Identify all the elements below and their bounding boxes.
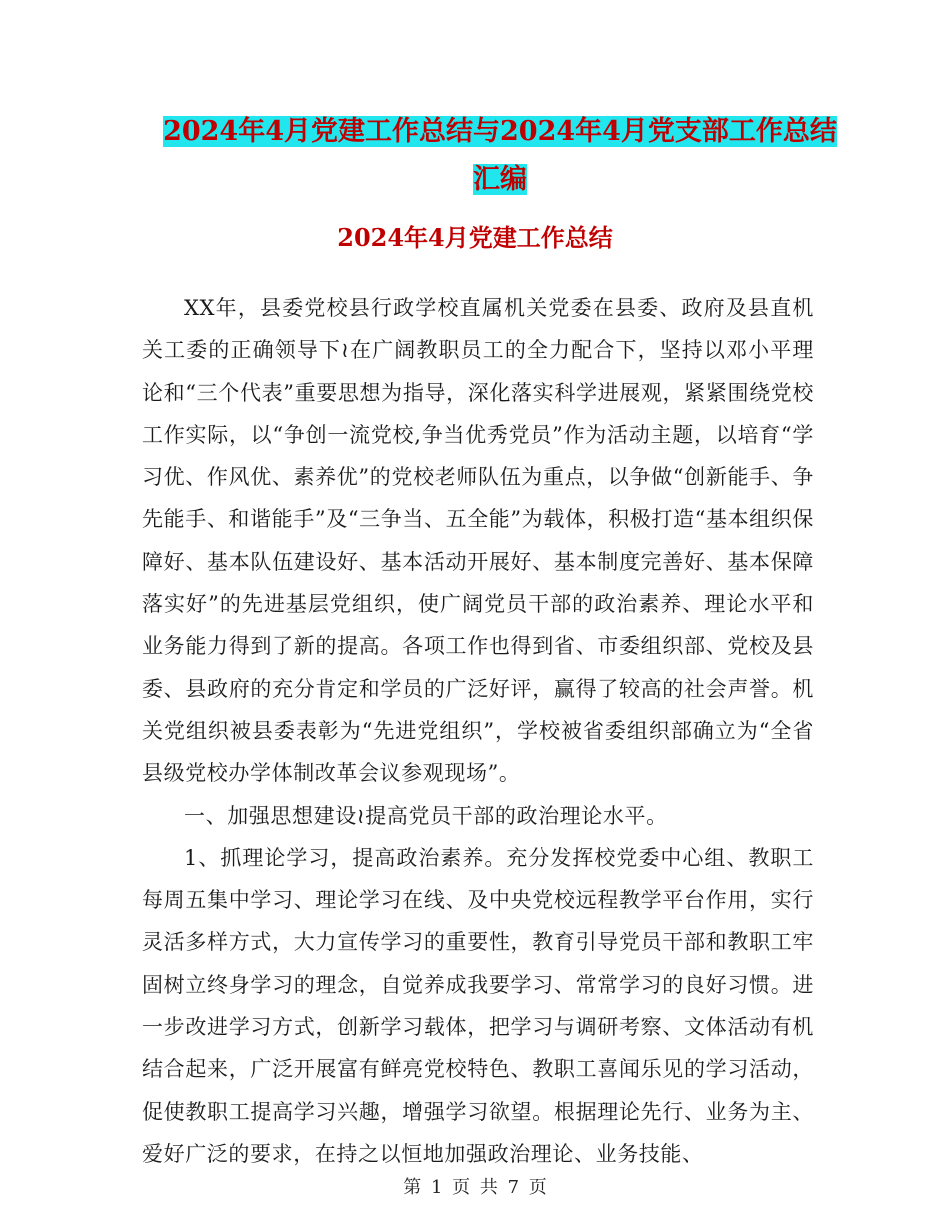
paragraph-intro: XX年，县委党校县行政学校直属机关党委在县委、政府及县直机关工委的正确领导下≀在广阔教职员工的全力配合下，坚持以邓小平理论和“三个代表”重要思想为指导，深化落实科学进展观，紧紧围绕党校工作实际，以“争创一流党校,争当优秀党员”作为活动主题，以培育“学习优、作风优、素养优”的党校老师队伍为重点，以争做“创新能手、争先能手、和谐能手”及“三争当、五全能”为载体，积极打造“基本组织保障好、基本队伍建设好、基本活动开展好、基本制度完善好、基本保障落实好”的先进基层党组织，使广阔党员干部的政治素养、理论水平和业务能力得到了新的提高。各项工作也得到省、市委组织部、党校及县委、县政府的充分肯定和学员的广泛好评，赢得了较高的社会声誉。机关党组织被县委表彰为“先进党组织”，学校被省委组织部确立为“全省县级党校办学体制改革会议参观现场”。 [142, 296, 814, 786]
section-title: 2024年4月党建工作总结 [337, 223, 613, 252]
paragraph-item-one: 1、抓理论学习，提高政治素养。充分发挥校党委中心组、教职工每周五集中学习、理论学习在线、及中央党校远程教学平台作用，实行灵活多样方式，大力宣传学习的重要性，教育引导党员干部和教职工牢固树立终身学习的理念，自觉养成我要学习、常常学习的良好习惯。进一步改进学习方式，创新学习载体，把学习与调研考察、文体活动有机结合起来，广泛开展富有鲜亮党校特色、教职工喜闻乐见的学习活动，促使教职工提高学习兴趣，增强学习欲望。根据理论先行、业务为主、爱好广泛的要求，在持之以恒地加强政治理论、业务技能、 [142, 845, 814, 1166]
document-body [142, 287, 814, 1175]
document-title-text: 2024年4月党建工作总结与2024年4月党支部工作总结汇编 [163, 116, 837, 195]
page-footer: 第 1 页 共 7 页 [403, 1177, 547, 1198]
paragraph-heading-one: 一、加强思想建设≀提高党员干部的政治理论水平。 [184, 803, 668, 828]
document-title [150, 108, 850, 204]
